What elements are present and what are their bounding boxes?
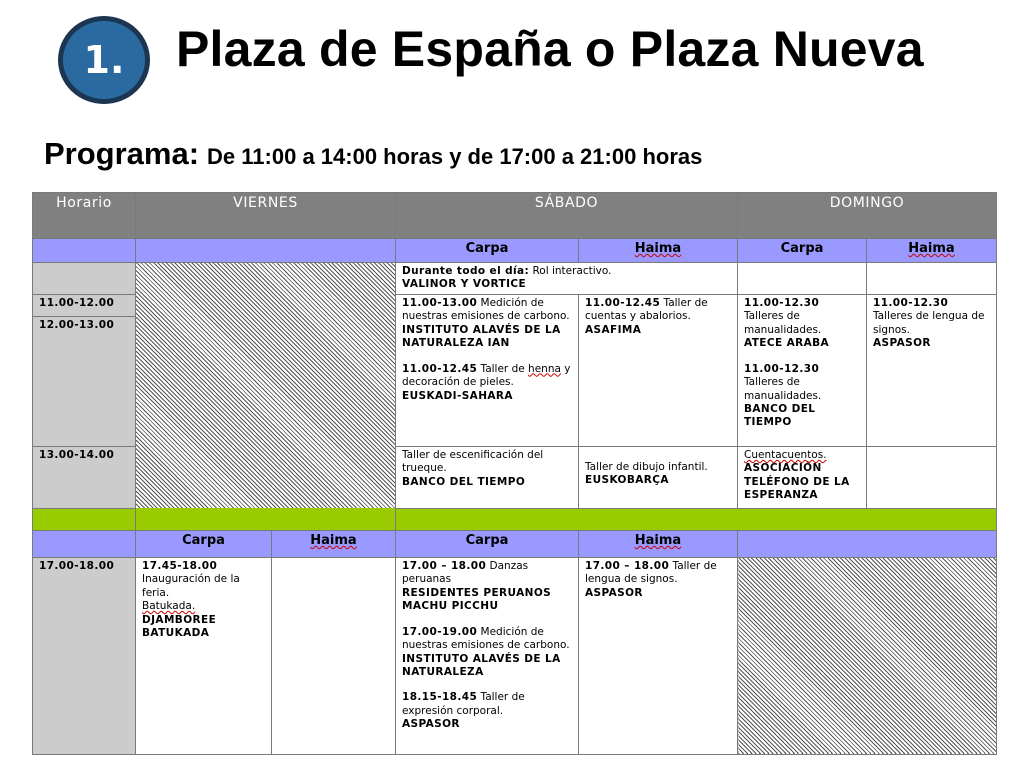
event-time: 11.00-12.45	[585, 296, 661, 309]
event-text: Danzas peruanas	[402, 559, 529, 586]
domingo-carpa-morning-cell	[738, 294, 867, 446]
subheader-empty-viernes	[136, 239, 396, 263]
haima-label: Haima	[634, 532, 682, 548]
event-org: BANCO DEL TIEMPO	[402, 475, 526, 488]
time-slot: 11.00-12.00	[33, 294, 136, 316]
sabado-carpa-13-cell	[396, 446, 579, 508]
all-day-text: Rol interactivo.	[529, 265, 612, 277]
event-time: 18.15-18.45	[402, 691, 478, 704]
schedule-row-17	[33, 557, 997, 754]
haima-label: Haima	[310, 532, 357, 548]
event-org: EUSKADI-SAHARA	[402, 389, 513, 402]
domingo-haima-empty	[867, 263, 997, 295]
event-org: INSTITUTO ALAVÉS DE LA NATURALEZA IAN	[402, 323, 561, 350]
event-time: 17.45-18.00	[142, 559, 218, 572]
programa-label: Programa:	[44, 136, 200, 171]
break-separator	[33, 508, 997, 530]
subheader-sabado-haima	[579, 530, 738, 557]
event-org: ASPASOR	[402, 718, 460, 731]
event-time: 11.00-12.45	[402, 362, 478, 375]
section-number-badge	[58, 16, 150, 104]
programa-line	[44, 136, 702, 172]
all-day-row	[33, 263, 997, 295]
event-text: y decoración de pieles.	[402, 362, 571, 389]
haima-label: Haima	[908, 241, 955, 256]
subheader-sabado-carpa: Carpa	[396, 530, 579, 557]
domingo-afternoon-unavailable	[738, 557, 997, 754]
time-slot: 13.00-14.00	[33, 446, 136, 508]
event-time: 11.00-13.00	[402, 296, 478, 309]
sabado-carpa-afternoon-cell	[396, 557, 579, 754]
event-text: Taller de	[477, 362, 529, 375]
subheader-sabado-haima	[579, 239, 738, 263]
break-separator-row	[33, 508, 997, 530]
subheader-empty	[33, 530, 136, 557]
all-day-org: VALINOR Y VORTICE	[402, 278, 527, 291]
header-row	[33, 193, 997, 239]
domingo-carpa-empty	[738, 263, 867, 295]
event-text: Batukada.	[142, 600, 196, 613]
sabado-carpa-morning-cell	[396, 294, 579, 446]
event-text: Cuentacuentos.	[744, 448, 827, 461]
section-number: 1.	[83, 38, 125, 82]
event-text: Talleres de manualidades.	[744, 310, 822, 336]
event-org: ASOCIACIÓN TELÉFONO DE LA ESPERANZA	[744, 462, 850, 502]
event-org: ASPASOR	[585, 586, 643, 599]
event-text: henna	[528, 362, 561, 375]
sabado-haima-afternoon-cell	[579, 557, 738, 754]
viernes-haima-afternoon-empty	[272, 557, 396, 754]
subheader-empty-domingo	[738, 530, 997, 557]
event-org: RESIDENTES PERUANOS MACHU PICCHU	[402, 586, 552, 613]
subheader-viernes-carpa: Carpa	[136, 530, 272, 557]
event-org: ASAFIMA	[585, 323, 642, 336]
time-slot: 17.00-18.00	[33, 557, 136, 754]
event-org: INSTITUTO ALAVÉS DE LA NATURALEZA	[402, 652, 561, 678]
viernes-morning-unavailable	[136, 263, 396, 531]
event-time: 11.00-12.30	[744, 296, 820, 309]
event-text: Inauguración de la feria.	[142, 573, 240, 599]
header-horario: Horario	[33, 193, 136, 239]
subheader-sabado-carpa: Carpa	[396, 239, 579, 263]
sabado-haima-morning-cell	[579, 294, 738, 446]
subheader-domingo-haima	[867, 239, 997, 263]
event-org: ASPASOR	[873, 337, 931, 350]
viernes-carpa-afternoon-cell	[136, 557, 272, 754]
schedule-table	[32, 192, 997, 755]
event-org: ATECE ARABA	[744, 337, 830, 350]
time-slot: 12.00-13.00	[33, 316, 136, 446]
event-org: EUSKOBARÇA	[585, 474, 669, 487]
header-sabado: SÁBADO	[396, 193, 738, 239]
time-empty	[33, 263, 136, 295]
subheader-viernes-haima	[272, 530, 396, 557]
event-text: Talleres de manualidades.	[744, 376, 822, 402]
event-time: 11.00-12.30	[744, 362, 820, 375]
morning-subheader-row	[33, 239, 997, 263]
page-title: Plaza de España o Plaza Nueva	[176, 21, 924, 77]
header-viernes: VIERNES	[136, 193, 396, 239]
event-text: Medición de nuestras emisiones de carbono.	[402, 296, 570, 323]
event-text: Taller de lengua de signos.	[585, 559, 717, 586]
event-time: 17.00 – 18.00	[585, 559, 670, 572]
subheader-domingo-carpa: Carpa	[738, 239, 867, 263]
sabado-haima-13-cell	[579, 446, 738, 508]
domingo-haima-13-empty	[867, 446, 997, 508]
event-time: 17.00-19.00	[402, 625, 478, 638]
header-domingo: DOMINGO	[738, 193, 997, 239]
event-time: 11.00-12.30	[873, 296, 949, 309]
event-org: BANCO DEL TIEMPO	[744, 402, 816, 429]
event-text: Taller de expresión corporal.	[402, 691, 525, 717]
event-text: Taller de dibujo infantil.	[585, 460, 708, 473]
domingo-carpa-13-cell	[738, 446, 867, 508]
event-text: Talleres de lengua de signos.	[873, 310, 985, 336]
subheader-empty	[33, 239, 136, 263]
domingo-haima-morning-cell	[867, 294, 997, 446]
sabado-all-day-cell	[396, 263, 738, 295]
event-org: DJAMBOREE BATUKADA	[142, 613, 217, 640]
event-text: Taller de cuentas y abalorios.	[585, 296, 708, 323]
all-day-label: Durante todo el día:	[402, 265, 530, 277]
event-time: 17.00 – 18.00	[402, 559, 487, 572]
event-text: Medición de nuestras emisiones de carbono.	[402, 625, 570, 652]
haima-label: Haima	[634, 241, 682, 256]
programa-detail: De 11:00 a 14:00 horas y de 17:00 a 21:00 horas	[207, 144, 703, 169]
afternoon-subheader-row	[33, 530, 997, 557]
event-text: Taller de escenificación del trueque.	[402, 448, 544, 475]
